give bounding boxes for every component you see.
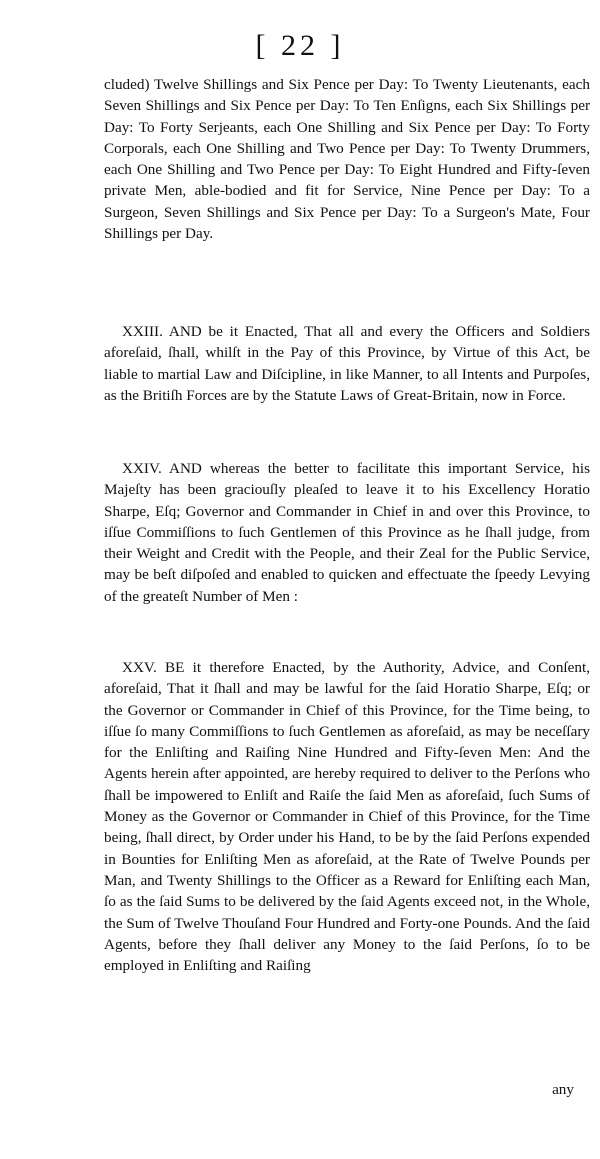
paragraph-text: cluded) Twelve Shillings and Six Pence per Day: To Twenty Lieutenants, each Seven Shillings and Six Pence per Day: To Ten Enſigns, each Six Shillings per Day: To Forty Serjeants, each One Shilling and Six Pence per Day: To Forty Corporals, each One Shilling and Two Pence per Day: To Twenty Drummers, each One Shilling and Two Pence per Day: To Eight Hundred and Fifty-ſeven private Men, able-bodied and fit for Service, Nine Pence per Day: To a Surgeon, Seven Shillings and Six Pence per Day: To a Surgeon's Mate, Four Shillings per Day. <box>104 76 590 243</box>
paragraph-text: XXIII. AND be it Enacted, That all and every the Officers and Soldiers aforeſaid, ſhall, whilſt in the Pay of this Province, by Virtue of this Act, be liable to martial Law and Diſcipline, in like Manner, to all Intents and Purpoſes, as the Britiſh Forces are by the Statute Laws of Great-Britain, now in Force. <box>104 323 590 404</box>
paragraph-text: XXV. BE it therefore Enacted, by the Authority, Advice, and Conſent, aforeſaid, That it ſhall and may be lawful for the ſaid Horatio Sharpe, Eſq; or the Governor or Commander in Chief of this Province, for the Time being, to iſſue ſo many Commiſſions to ſuch Gentlemen as aforeſaid, as may be neceſſary for the Enliſting and Raiſing Nine Hundred and Fifty-ſeven Men: And the Agents herein after appointed, are hereby required to deliver to the Perſons who ſhall be impowered to Enliſt and Raiſe the ſaid Men as aforeſaid, ſuch Sums of Money as the Governor or Commander in Chief of this Province, for the Time being, ſhall direct, by Order under his Hand, to be by the ſaid Perſons expended in Bounties for Enliſting Men as aforeſaid, at the Rate of Twelve Pounds per Man, and Twenty Shillings to the Officer as a Reward for Enliſting each Man, ſo as the ſaid Sums to be delivered by the ſaid Agents exceed not, in the Whole, the Sum of Twelve Thouſand Four Hundred and Forty-one Pounds. And the ſaid Agents, before they ſhall deliver any Money to the ſaid Perſons, ſo to be employed in Enliſting and Raiſing <box>104 659 590 975</box>
paragraph-section-xxiv <box>104 458 590 607</box>
paragraph-text: XXIV. AND whereas the better to facilitate this important Service, his Majeſty has been graciouſly pleaſed to leave it to his Excellency Horatio Sharpe, Eſq; Governor and Commander in Chief in and over this Province, to iſſue Commiſſions to ſuch Gentlemen of this Province as he ſhall judge, from their Weight and Credit with the People, and their Zeal for the Public Service, may be beſt diſpoſed and enabled to quicken and effectuate the ſpeedy Levying of the greateſt Number of Men : <box>104 460 590 605</box>
paragraph-section-xxv <box>104 657 590 976</box>
catchword: any <box>552 1081 574 1098</box>
page-number: [ 22 ] <box>255 29 345 62</box>
paragraph-pay-rates <box>104 74 590 244</box>
paragraph-section-xxiii <box>104 321 590 406</box>
